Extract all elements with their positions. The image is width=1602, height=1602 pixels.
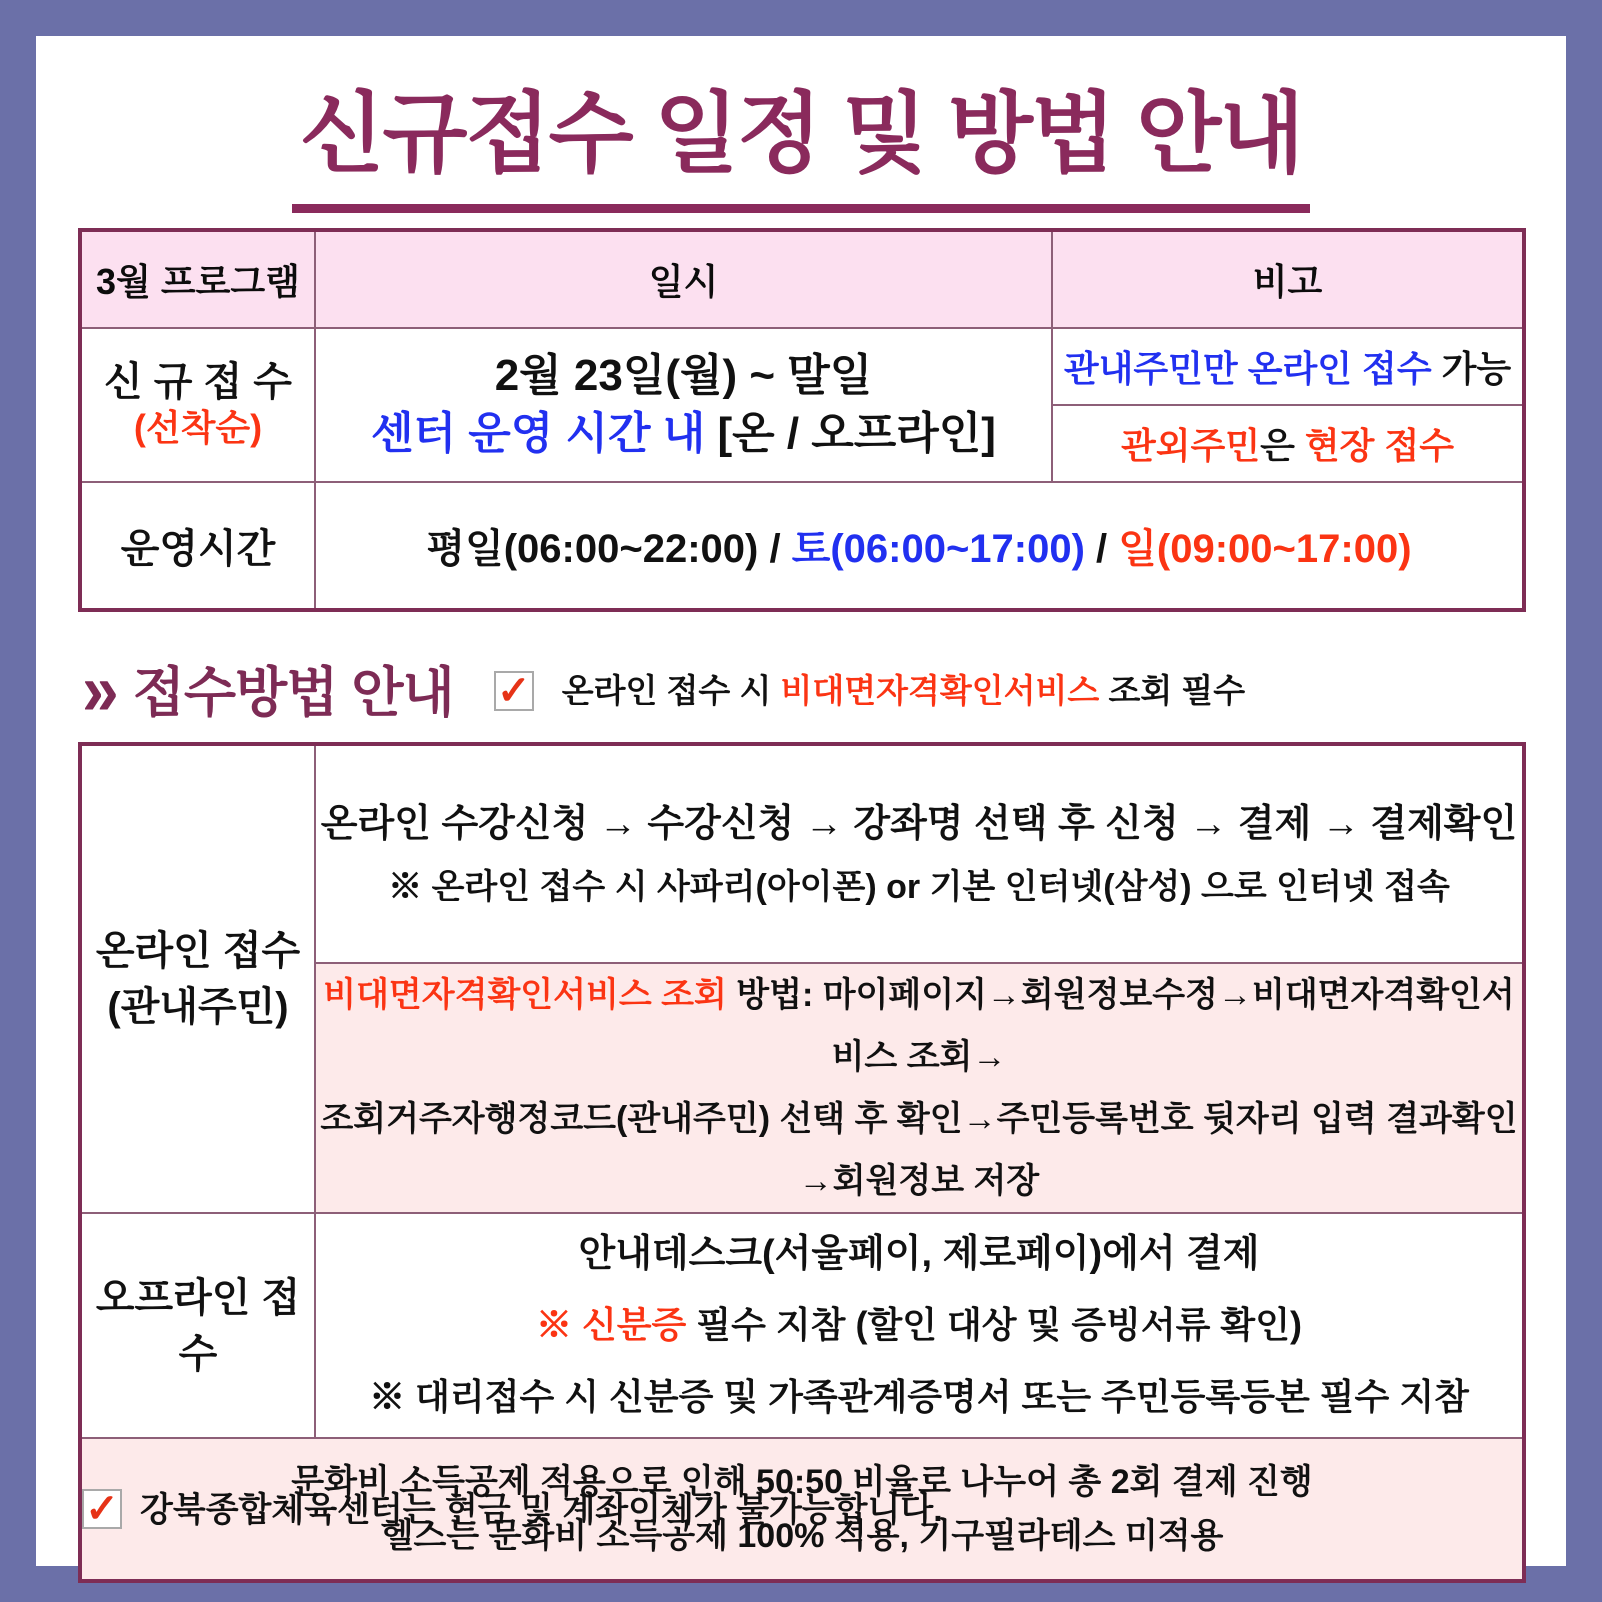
hours-saturday: 토(06:00~17:00) (791, 527, 1085, 571)
col-header-datetime: 일시 (315, 230, 1052, 328)
offline-line2 (316, 1289, 1522, 1361)
offline-line3: ※ 대리접수 시 신분증 및 가족관계증명서 또는 주민등록등본 필수 지참 (369, 1375, 1469, 1417)
note-offsite-black: 은 (1260, 425, 1305, 466)
schedule-header-row (80, 230, 1524, 328)
datetime-line1: 2월 23일(월) ~ 말일 (494, 351, 873, 400)
bottom-note-text: 강북종합체육센터는 현금 및 계좌이체가 불가능합니다. (140, 1491, 943, 1529)
table-row (80, 744, 1524, 963)
datetime-line2-black: [온 / 오프라인] (705, 409, 996, 458)
section-heading: 접수방법 안내 (132, 663, 454, 723)
datetime-line2 (316, 405, 1051, 463)
checkbox-checked-icon: ✓ (82, 1489, 122, 1529)
service-line2: 조회거주자행정코드(관내주민) 선택 후 확인→주민등록번호 뒷자리 입력 결과확인→회원정보 저장 (320, 1100, 1518, 1200)
offline-label-cell: 오프라인 접수 (80, 1213, 315, 1438)
online-label-line1: 온라인 접수 (95, 929, 301, 973)
col-header-program: 3월 프로그램 (80, 230, 315, 328)
program-name: 신 규 접 수 (104, 360, 292, 404)
datetime-cell (315, 328, 1052, 482)
note-offsite-red1: 관외주민 (1121, 425, 1261, 466)
hours-sep2: / (1084, 527, 1119, 571)
offline-cell (315, 1213, 1524, 1438)
hours-weekday: 평일(06:00~22:00) (426, 527, 759, 571)
offline-line2-black: 필수 지참 (할인 대상 및 증빙서류 확인) (686, 1303, 1302, 1345)
service-line1 (316, 964, 1522, 1088)
double-chevron-icon: » (82, 647, 111, 730)
bottom-note (82, 1482, 943, 1531)
note-online-cell (1052, 328, 1524, 405)
table-row (80, 328, 1524, 405)
online-label-cell (80, 744, 315, 1213)
section-note-red: 비대면자격확인서비스 (780, 672, 1100, 709)
method-table (78, 742, 1526, 1583)
section-note (562, 665, 1245, 712)
table-row (80, 482, 1524, 610)
poster-page (36, 36, 1566, 1566)
footer-line2: 헬스는 문화비 소득공제 100% 적용, 기구필라테스 미적용 (380, 1517, 1224, 1555)
datetime-line2-blue: 센터 운영 시간 내 (371, 409, 706, 458)
note-online-black: 가능 (1431, 348, 1512, 389)
online-label-line2: (관내주민) (107, 985, 289, 1029)
note-online-blue: 관내주민만 온라인 접수 (1063, 348, 1432, 389)
offline-line1: 안내데스크(서울페이, 제로페이)에서 결제 (578, 1232, 1260, 1275)
title-wrap (36, 64, 1566, 213)
program-sub: (선착순) (133, 407, 263, 448)
online-flow-note: ※ 온라인 접수 시 사파리(아이폰) or 기본 인터넷(삼성) 으로 인터넷 접속 (388, 868, 1450, 906)
hours-label: 운영시간 (80, 482, 315, 610)
hours-sep1: / (758, 527, 792, 571)
service-black1: 방법: 마이페이지→회원정보수정→비대면자격확인서비스 조회→ (726, 976, 1515, 1076)
program-cell (80, 328, 315, 482)
method-section-header (82, 647, 1246, 730)
page-title: 신규접수 일정 및 방법 안내 (292, 64, 1311, 213)
note-offsite-red2: 현장 접수 (1304, 425, 1454, 466)
col-header-note: 비고 (1052, 230, 1524, 328)
hours-sunday: 일(09:00~17:00) (1118, 527, 1412, 571)
online-flow: 온라인 수강신청 → 수강신청 → 강좌명 선택 후 신청 → 결제 → 결제확인 (320, 803, 1518, 845)
section-note-black2: 조회 필수 (1099, 672, 1246, 709)
hours-cell (315, 482, 1524, 610)
table-row (80, 1213, 1524, 1438)
service-cell (315, 963, 1524, 1213)
schedule-table (78, 228, 1526, 612)
note-offsite-cell (1052, 405, 1524, 482)
footer-line1: 문화비 소득공제 적용으로 인해 50:50 비율로 나누어 총 2회 결제 진행 (291, 1463, 1313, 1501)
online-flow-cell (315, 744, 1524, 963)
section-note-black1: 온라인 접수 시 (561, 672, 781, 709)
offline-line2-red: ※ 신분증 (536, 1303, 687, 1345)
checkbox-checked-icon: ✓ (494, 671, 534, 711)
service-red: 비대면자격확인서비스 조회 (323, 976, 727, 1014)
